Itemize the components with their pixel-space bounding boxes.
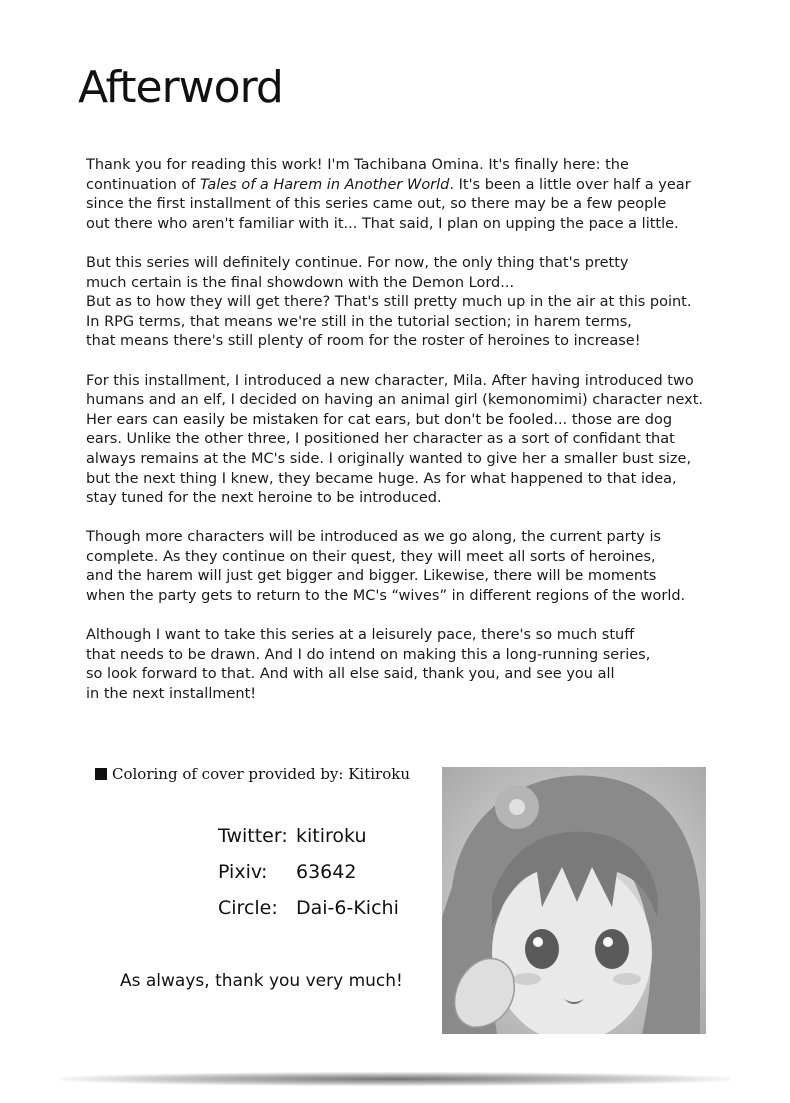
credit-label: Twitter: bbox=[218, 825, 288, 847]
afterword-body bbox=[86, 156, 726, 724]
page-title: Afterword bbox=[78, 62, 283, 113]
credit-label: Pixiv: bbox=[218, 861, 268, 883]
text-line: stay tuned for the next heroine to be introduced. bbox=[86, 490, 442, 507]
text-line: But as to how they will get there? That's still pretty much up in the air at this point. bbox=[86, 294, 692, 311]
text-line: Although I want to take this series at a leisurely pace, there's so much stuff bbox=[86, 627, 635, 644]
cover-illustration bbox=[442, 767, 706, 1034]
text-line: when the party gets to return to the MC's “wives” in different regions of the world. bbox=[86, 588, 686, 605]
book-title: Tales of a Harem in Another World bbox=[199, 176, 450, 193]
credit-value: Dai-6-Kichi bbox=[296, 897, 399, 919]
credit-heading bbox=[95, 765, 410, 783]
text-line: much certain is the final showdown with the Demon Lord... bbox=[86, 274, 515, 291]
text-line: always remains at the MC's side. I originally wanted to give her a smaller bust size, bbox=[86, 450, 692, 467]
text-line: For this installment, I introduced a new character, Mila. After having introduced two bbox=[86, 372, 694, 389]
paragraph bbox=[86, 626, 726, 704]
text-line: Her ears can easily be mistaken for cat ears, but don't be fooled... those are dog bbox=[86, 411, 673, 428]
credit-row-circle bbox=[218, 890, 399, 926]
paragraph bbox=[86, 372, 726, 509]
text-line: out there who aren't familiar with it... That said, I plan on upping the pace a little. bbox=[86, 215, 679, 232]
text-line: But this series will definitely continue. For now, the only thing that's pretty bbox=[86, 254, 629, 271]
credit-heading-text: Coloring of cover provided by: Kitiroku bbox=[112, 765, 411, 783]
credit-row-pixiv bbox=[218, 854, 399, 890]
credit-label: Circle: bbox=[218, 897, 278, 919]
page-shadow bbox=[60, 1072, 730, 1086]
thanks-message: As always, thank you very much! bbox=[120, 971, 403, 991]
square-bullet-icon bbox=[95, 768, 107, 780]
text-line: that means there's still plenty of room for the roster of heroines to increase! bbox=[86, 333, 641, 350]
text-line: that needs to be drawn. And I do intend on making this a long-running series, bbox=[86, 646, 651, 663]
text-line: so look forward to that. And with all else said, thank you, and see you all bbox=[86, 666, 615, 683]
credit-row-twitter bbox=[218, 818, 399, 854]
paragraph bbox=[86, 528, 726, 606]
text-line: in the next installment! bbox=[86, 686, 257, 703]
credit-table bbox=[218, 818, 399, 926]
text-line: since the first installment of this series came out, so there may be a few people bbox=[86, 196, 667, 213]
text-line: Though more characters will be introduced as we go along, the current party is bbox=[86, 529, 662, 546]
text-line: ears. Unlike the other three, I positioned her character as a sort of confidant that bbox=[86, 431, 675, 448]
paragraph bbox=[86, 156, 726, 234]
credit-value: 63642 bbox=[296, 861, 357, 883]
text-line: but the next thing I knew, they became huge. As for what happened to that idea, bbox=[86, 470, 677, 487]
paragraph bbox=[86, 254, 726, 352]
text-line: Thank you for reading this work! I'm Tachibana Omina. It's finally here: the bbox=[86, 157, 629, 173]
text-line: humans and an elf, I decided on having an animal girl (kemonomimi) character next. bbox=[86, 392, 704, 409]
text-line: and the harem will just get bigger and bigger. Likewise, there will be moments bbox=[86, 568, 657, 585]
text-line: continuation of Tales of a Harem in Another World. It's been a little over half a year bbox=[86, 176, 691, 193]
text-line: complete. As they continue on their quest, they will meet all sorts of heroines, bbox=[86, 548, 656, 565]
text-line: In RPG terms, that means we're still in the tutorial section; in harem terms, bbox=[86, 313, 632, 330]
anime-girl-illustration-icon bbox=[442, 767, 706, 1034]
credit-value: kitiroku bbox=[296, 825, 367, 847]
